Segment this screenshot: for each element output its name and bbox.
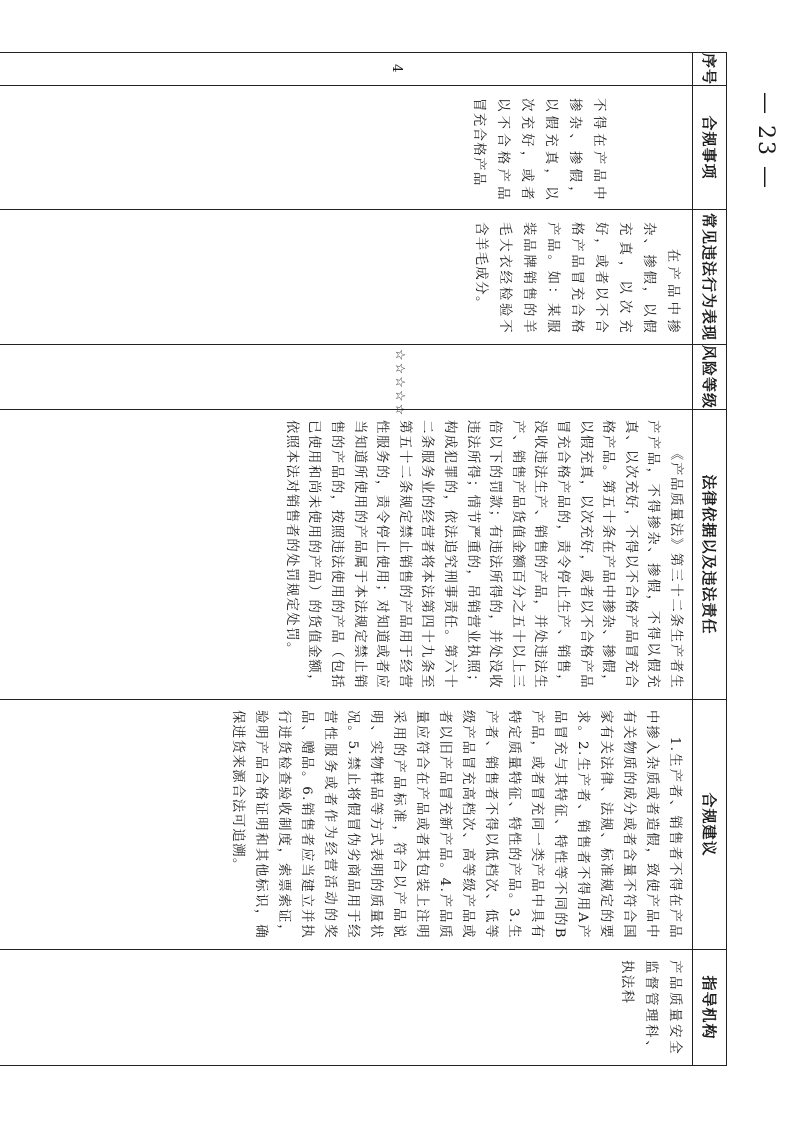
table-row bbox=[0, 53, 693, 1066]
guiding-department-text: 产品质量安全监督管理科、执法科 bbox=[619, 960, 682, 1055]
cell-common-violation bbox=[0, 210, 693, 345]
cell-legal-basis bbox=[0, 410, 693, 700]
cell-advice bbox=[0, 700, 693, 950]
cell-matter bbox=[0, 86, 693, 210]
cell-dept bbox=[0, 950, 693, 1066]
compliance-matter-text: 不得在产品中掺杂、掺假，以假充真，以次充好，或者以不合格产品冒充合格产品 bbox=[471, 98, 606, 201]
row-number: 4 bbox=[389, 64, 404, 74]
legal-basis-text: 《产品质量法》第三十二条生产者生产产品，不得掺杂、掺假，不得以假充真、以次充好，不得以不合格产品冒充合格产品。第五十条在产品中掺杂、掺假，以假充真，以次充好，或者以不合格产品冒充合格产品的，责令停止生产、销售，没收违法生产、销售的产品，并处违法生产、销售产品货值金额百分之五十以上三倍以下的罚款；有违法所得的，并处没收违法所得；情节严重的，吊销营业执照；构成犯罪的，依法追究刑事责任。第六十二条服务业的经营者将本法第四十九条至第五十二条规定禁止销售的产品用于经营性服务的，责令停止使用；对知道或者应当知道所使用的产品属于本法规定禁止销售的产品的，按照违法使用的产品（包括已使用和尚未使用的产品）的货值金额，依照本法对销售者的处罚规定处罚。 bbox=[283, 420, 683, 689]
compliance-advice-text: 1.生产者、销售者不得在产品中掺入杂质或者造假，致使产品中有关物质的成分或者含量不符合国家有关法律、法规、标准规定的要求。2.生产者、销售者不得用A产品冒充与其特征、特性等不同的B产品，或者冒充同一类产品中具有特定质量特征、特性的产品。3.生产者、销售者不得以低档次、低等级产品冒充高档次、高等级产品或者以旧产品冒充新产品。4.产品质量应符合在产品或者其包装上注明采用的产品标准，符合以产品说明、实物样品等方式表明的质量状况。5.禁止将假冒伪劣商品用于经营性服务或者作为经营活动的奖品、赠品。6.销售者应当建立并执行进货检查验收制度，索票索证，验明产品合格证明和其他标识，确保进货来源合法可追溯。 bbox=[230, 710, 682, 939]
compliance-table bbox=[0, 52, 727, 1066]
cell-no bbox=[0, 53, 693, 86]
header-common-violation: 常见违法行为表现 bbox=[693, 210, 727, 345]
cell-risk-level bbox=[0, 345, 693, 418]
page-number: — 23 — bbox=[753, 92, 778, 190]
header-dept: 指导机构 bbox=[693, 950, 727, 1066]
header-matter: 合规事项 bbox=[693, 86, 727, 210]
header-no: 序号 bbox=[693, 53, 727, 86]
table-header-row bbox=[693, 53, 727, 1066]
risk-level-stars: ☆☆☆☆☆ bbox=[392, 349, 407, 418]
header-advice: 合规建议 bbox=[693, 700, 727, 950]
header-risk-level: 风险等级 bbox=[693, 345, 727, 410]
header-legal-basis: 法律依据以及违法责任 bbox=[693, 410, 727, 700]
common-violation-text: 在产品中掺杂、掺假，以假充真，以次充好，或者以不合格产品冒充合格产品。如：某服装品牌销售的羊毛大衣经检验不含羊毛成分。 bbox=[473, 222, 680, 334]
